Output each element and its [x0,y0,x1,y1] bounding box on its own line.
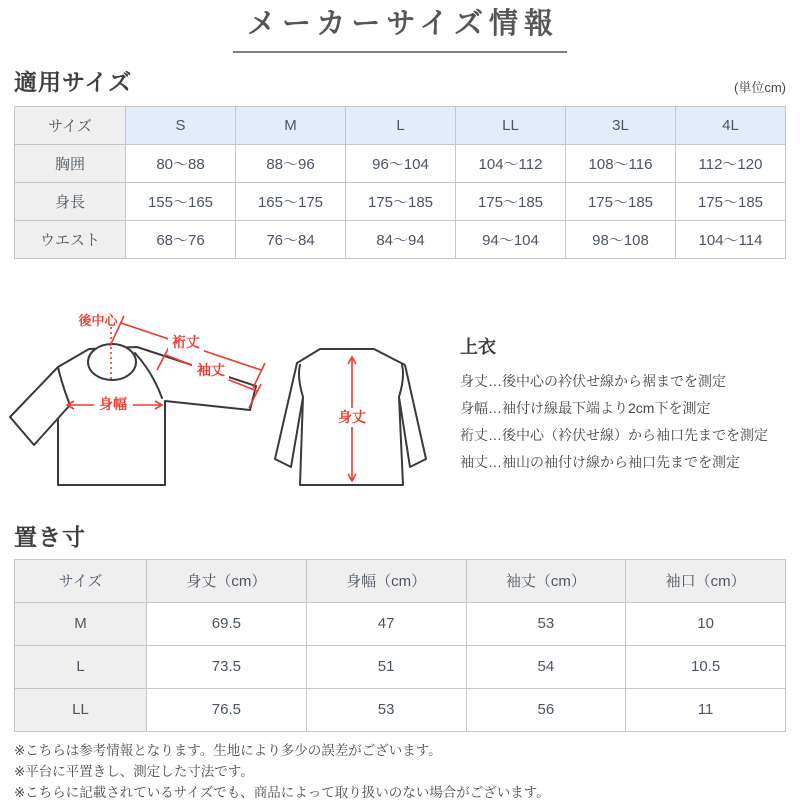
value-cell: 53 [466,602,626,645]
footnote-line: ※平台に平置きし、測定した寸法です。 [14,763,254,779]
page-title: メーカーサイズ情報 [233,6,567,53]
col-header-body-width: 身幅（cm） [306,559,466,602]
value-cell: 104〜114 [676,220,786,258]
table-row-ll [15,688,786,731]
value-cell: 54 [466,645,626,688]
value-cell: 76〜84 [236,220,346,258]
garment-measurement-diagram [0,283,460,513]
value-cell: 175〜185 [566,182,676,220]
measurement-note-line: 袖丈…袖山の袖付け線から袖口先までを測定 [460,453,740,470]
measurement-diagram-section [0,283,800,515]
sleeve-length-label: 袖丈 [197,361,225,378]
size-col-header-3l: 3L [566,106,676,144]
value-cell: 104〜112 [456,144,566,182]
row-label: 胸囲 [15,144,126,182]
value-cell: 108〜116 [566,144,676,182]
table-row-m [15,602,786,645]
table-header-row [15,106,786,144]
value-cell: 11 [626,688,786,731]
size-col-header-s: S [126,106,236,144]
laid-flat-table [14,559,786,732]
row-label: M [15,602,147,645]
table-header-row [15,559,786,602]
value-cell: 175〜185 [346,182,456,220]
footnotes [14,740,786,803]
applicable-size-heading: 適用サイズ [14,68,133,95]
value-cell: 80〜88 [126,144,236,182]
size-corner-header: サイズ [15,106,126,144]
col-header-size: サイズ [15,559,147,602]
value-cell: 53 [306,688,466,731]
value-cell: 88〜96 [236,144,346,182]
jacket-info-block [460,283,800,515]
table-row-l [15,645,786,688]
value-cell: 165〜175 [236,182,346,220]
value-cell: 112〜120 [676,144,786,182]
value-cell: 94〜104 [456,220,566,258]
table-row-height [15,182,786,220]
value-cell: 175〜185 [676,182,786,220]
value-cell: 68〜76 [126,220,236,258]
footnote-line: ※こちらに記載されているサイズでも、商品によって取り扱いのない場合がございます。 [14,784,550,800]
size-col-header-ll: LL [456,106,566,144]
value-cell: 96〜104 [346,144,456,182]
footnote-line: ※こちらは参考情報となります。生地により多少の誤差がございます。 [14,742,442,758]
value-cell: 47 [306,602,466,645]
value-cell: 84〜94 [346,220,456,258]
measurement-note-line: 身丈…後中心の衿伏せ線から裾までを測定 [460,372,726,389]
col-header-cuff: 袖口（cm） [626,559,786,602]
measurement-note-line: 身幅…袖付け線最下端より2cm下を測定 [460,399,711,416]
size-col-header-4l: 4L [676,106,786,144]
value-cell: 98〜108 [566,220,676,258]
value-cell: 10 [626,602,786,645]
jacket-heading: 上衣 [460,336,496,357]
row-label: L [15,645,147,688]
col-header-sleeve-length: 袖丈（cm） [466,559,626,602]
value-cell: 175〜185 [456,182,566,220]
row-label: LL [15,688,147,731]
row-label: ウエスト [15,220,126,258]
unit-note: (単位cm) [734,79,786,95]
col-header-body-length: 身丈（cm） [147,559,307,602]
title-block [14,0,786,53]
applicable-size-header [14,64,786,97]
table-row-waist [15,220,786,258]
body-length-label: 身丈 [338,408,366,425]
value-cell: 76.5 [147,688,307,731]
laid-flat-heading: 置き寸 [14,523,86,550]
yuki-length-label: 裄丈 [172,333,200,350]
size-col-header-l: L [346,106,456,144]
value-cell: 155〜165 [126,182,236,220]
value-cell: 51 [306,645,466,688]
value-cell: 73.5 [147,645,307,688]
measurement-note-line: 裄丈…後中心（衿伏せ線）から袖口先までを測定 [460,426,768,443]
body-width-label: 身幅 [99,395,127,412]
value-cell: 56 [466,688,626,731]
value-cell: 10.5 [626,645,786,688]
table-row-chest [15,144,786,182]
back-center-label: 後中心 [78,312,118,328]
value-cell: 69.5 [147,602,307,645]
row-label: 身長 [15,182,126,220]
applicable-size-table [14,106,786,259]
size-col-header-m: M [236,106,346,144]
